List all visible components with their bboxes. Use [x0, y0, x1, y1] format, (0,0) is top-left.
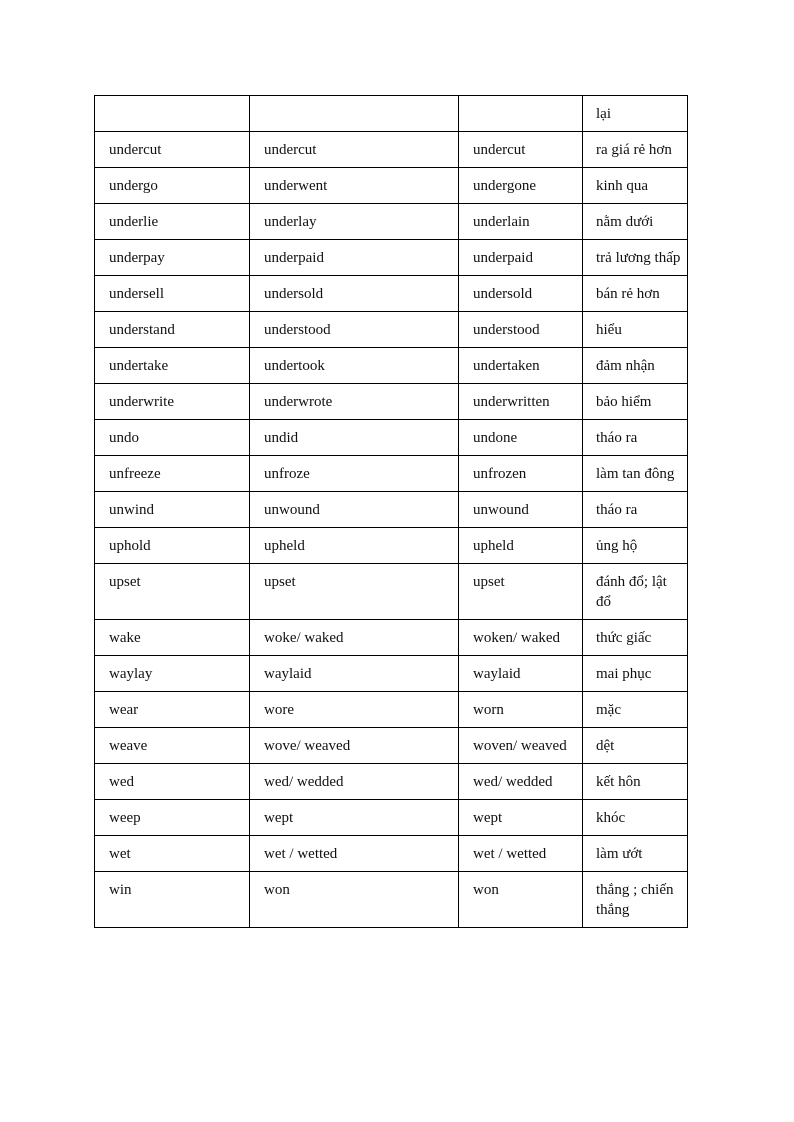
meaning-cell: mặc — [583, 692, 688, 728]
base-form-cell: unwind — [95, 492, 250, 528]
table-row — [95, 96, 688, 132]
table-row — [95, 420, 688, 456]
past-simple-cell: underpaid — [250, 240, 459, 276]
meaning-cell: kết hôn — [583, 764, 688, 800]
table-row — [95, 168, 688, 204]
past-participle-cell: wept — [459, 800, 583, 836]
past-participle-cell: underwritten — [459, 384, 583, 420]
past-participle-cell: unfrozen — [459, 456, 583, 492]
past-simple-cell: understood — [250, 312, 459, 348]
base-form-cell: uphold — [95, 528, 250, 564]
past-simple-cell: underwrote — [250, 384, 459, 420]
base-form-cell — [95, 96, 250, 132]
meaning-cell: thức giấc — [583, 620, 688, 656]
past-participle-cell: won — [459, 872, 583, 928]
past-participle-cell: understood — [459, 312, 583, 348]
base-form-cell: understand — [95, 312, 250, 348]
base-form-cell: undo — [95, 420, 250, 456]
past-participle-cell: undone — [459, 420, 583, 456]
meaning-cell: làm ướt — [583, 836, 688, 872]
meaning-cell: trả lương thấp — [583, 240, 688, 276]
base-form-cell: win — [95, 872, 250, 928]
past-simple-cell: undersold — [250, 276, 459, 312]
past-simple-cell: woke/ waked — [250, 620, 459, 656]
past-simple-cell: waylaid — [250, 656, 459, 692]
base-form-cell: undertake — [95, 348, 250, 384]
past-participle-cell — [459, 96, 583, 132]
table-row — [95, 348, 688, 384]
past-participle-cell: undertaken — [459, 348, 583, 384]
base-form-cell: underpay — [95, 240, 250, 276]
past-participle-cell: woken/ waked — [459, 620, 583, 656]
base-form-cell: underlie — [95, 204, 250, 240]
table-row — [95, 620, 688, 656]
past-simple-cell: underlay — [250, 204, 459, 240]
meaning-cell: kinh qua — [583, 168, 688, 204]
base-form-cell: wet — [95, 836, 250, 872]
table-row — [95, 312, 688, 348]
meaning-cell: ủng hộ — [583, 528, 688, 564]
meaning-cell: bảo hiểm — [583, 384, 688, 420]
table-row — [95, 528, 688, 564]
meaning-cell: tháo ra — [583, 420, 688, 456]
table-row — [95, 240, 688, 276]
past-simple-cell: undercut — [250, 132, 459, 168]
base-form-cell: weep — [95, 800, 250, 836]
base-form-cell: upset — [95, 564, 250, 620]
table-row — [95, 872, 688, 928]
base-form-cell: weave — [95, 728, 250, 764]
meaning-cell: đánh đổ; lật đổ — [583, 564, 688, 620]
table-row — [95, 276, 688, 312]
base-form-cell: undercut — [95, 132, 250, 168]
meaning-cell: khóc — [583, 800, 688, 836]
table-row — [95, 836, 688, 872]
base-form-cell: wed — [95, 764, 250, 800]
past-participle-cell: undercut — [459, 132, 583, 168]
past-simple-cell: wed/ wedded — [250, 764, 459, 800]
past-participle-cell: woven/ weaved — [459, 728, 583, 764]
past-participle-cell: waylaid — [459, 656, 583, 692]
past-simple-cell: underwent — [250, 168, 459, 204]
past-simple-cell: unfroze — [250, 456, 459, 492]
irregular-verbs-table — [94, 95, 688, 928]
base-form-cell: underwrite — [95, 384, 250, 420]
past-simple-cell: undid — [250, 420, 459, 456]
base-form-cell: undersell — [95, 276, 250, 312]
table-row — [95, 692, 688, 728]
base-form-cell: unfreeze — [95, 456, 250, 492]
table-row — [95, 656, 688, 692]
meaning-cell: thắng ; chiến thắng — [583, 872, 688, 928]
past-participle-cell: unwound — [459, 492, 583, 528]
past-simple-cell — [250, 96, 459, 132]
meaning-cell: ra giá rẻ hơn — [583, 132, 688, 168]
past-participle-cell: wed/ wedded — [459, 764, 583, 800]
table-row — [95, 456, 688, 492]
table-row — [95, 132, 688, 168]
past-participle-cell: worn — [459, 692, 583, 728]
meaning-cell: mai phục — [583, 656, 688, 692]
past-simple-cell: upheld — [250, 528, 459, 564]
table-row — [95, 204, 688, 240]
base-form-cell: waylay — [95, 656, 250, 692]
table-row — [95, 564, 688, 620]
past-participle-cell: upset — [459, 564, 583, 620]
past-simple-cell: upset — [250, 564, 459, 620]
table-row — [95, 764, 688, 800]
meaning-cell: lại — [583, 96, 688, 132]
meaning-cell: hiểu — [583, 312, 688, 348]
past-simple-cell: wet / wetted — [250, 836, 459, 872]
base-form-cell: wake — [95, 620, 250, 656]
table-row — [95, 800, 688, 836]
past-simple-cell: undertook — [250, 348, 459, 384]
base-form-cell: wear — [95, 692, 250, 728]
past-simple-cell: wore — [250, 692, 459, 728]
past-simple-cell: won — [250, 872, 459, 928]
table-row — [95, 384, 688, 420]
meaning-cell: đảm nhận — [583, 348, 688, 384]
past-simple-cell: wept — [250, 800, 459, 836]
base-form-cell: undergo — [95, 168, 250, 204]
meaning-cell: bán rẻ hơn — [583, 276, 688, 312]
past-participle-cell: upheld — [459, 528, 583, 564]
past-simple-cell: wove/ weaved — [250, 728, 459, 764]
table-row — [95, 728, 688, 764]
meaning-cell: tháo ra — [583, 492, 688, 528]
meaning-cell: nằm dưới — [583, 204, 688, 240]
meaning-cell: dệt — [583, 728, 688, 764]
past-participle-cell: undergone — [459, 168, 583, 204]
past-participle-cell: undersold — [459, 276, 583, 312]
past-participle-cell: underpaid — [459, 240, 583, 276]
meaning-cell: làm tan đông — [583, 456, 688, 492]
table-row — [95, 492, 688, 528]
past-participle-cell: wet / wetted — [459, 836, 583, 872]
past-simple-cell: unwound — [250, 492, 459, 528]
past-participle-cell: underlain — [459, 204, 583, 240]
